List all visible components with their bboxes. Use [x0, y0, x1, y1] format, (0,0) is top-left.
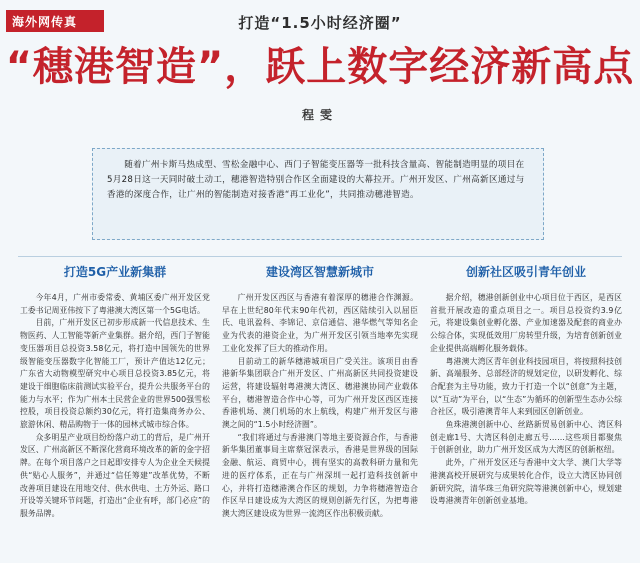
- kicker: 打造“1.5小时经济圈”: [238, 14, 402, 32]
- column-1-heading: 打造5G产业新集群: [63, 265, 167, 279]
- page-title: “穗港智造”，跃上数字经济新高点: [5, 44, 635, 90]
- column-1-paragraph: 今年4月，广州市委常委、黄埔区委广州开发区党工委书记周亚伟按下了粤港澳大湾区第一个5G电话。: [20, 293, 210, 315]
- column-2-body: [222, 292, 418, 560]
- column-3-body: [430, 292, 622, 560]
- column-1-paragraph: 众多明星产业项目纷纷落户动工的背后，是广州开发区、广州高新区不断深化营商环境改革的新的金字招牌。在每个项目落户之日起即安排专人为企业全天候提供“贴心人服务”，并通过“信任筹建”改革优势，不断改善项目建设在用地交付、供水供电、土方外运、路口开设等关键环节问题，打造出“企业有呼，部门必应”的服务品牌。: [20, 432, 210, 518]
- column-2-paragraph: 目前动工的新华穗港城项目广受关注。该项目由香港新华集团联合广州开发区、广州高新区共同投资建设运营，将建设辐射粤港澳大湾区、穗港澳协同产业载体平台，穗港智造合作中心等，可为广州开发区西区连接香港机场、澳门机场的水上航线，构建广州开发区与港澳之间的“1.5小时经济圈”。: [222, 356, 418, 430]
- column-3-paragraph: 据介绍，穗港创新创业中心项目位于西区，是西区首批开展改造的重点项目之一。项目总投资约3.9亿元，将建设集创业孵化器、产业加速器及配套的商业办公综合体，实现低效用厂房转型升级，为培育创新创业企业提供高端孵化服务载体。: [430, 293, 622, 353]
- column-2-paragraph: 广州开发区西区与香港有着深厚的穗港合作渊源。早在上世纪80年代末90年代初，西区陆续引入以屈臣氏、电讯盈科、李锦记、京信通信、港华燃气等知名企业为代表的港资企业，为广州开发区引领当地率先实现工业化发挥了巨大的推动作用。: [222, 293, 418, 353]
- column-2-paragraph: “我们将通过与香港澳门等地主要资源合作，与香港新华集团董事局主席蔡冠深表示，香港是世界级的国际金融、航运、商贸中心，拥有坚实的高教科研力量和先进的医疗体系，正在与广州深圳一起打造科技创新中心，并将打造穗港澳合作区的规划，力争将穗港智造合作区早日建设成为大湾区的规则创新先行区，为把粤港澳大湾区建设成为世界一流湾区作出积极贡献。: [222, 432, 418, 518]
- section-tag: 海外网传真: [6, 10, 104, 32]
- column-1-body: [20, 292, 210, 560]
- byline: 程雯: [301, 108, 338, 122]
- column-3-paragraph: 鱼珠港澳创新中心、丝路新贸易创新中心、湾区科创走廊1号、大湾区科创走廊五号……这些项目都聚焦于创新创业，助力广州开发区成为大湾区的创新枢纽。: [430, 420, 622, 455]
- column-2-heading: 建设湾区智慧新城市: [265, 265, 374, 279]
- column-3-paragraph: 粤港澳大湾区青年创业科技园项目，将按照科技创新、高端服务、总部经济的规划定位，以研发孵化、综合配套为主导功能，致力于打造一个以“创意”为主题，以“互动”为平台，以“生态”为循环的创新型生态办公综合社区，吸引港澳青年人来到园区创新创业。: [430, 356, 622, 417]
- column-1-paragraph: 目前，广州开发区已初步形成新一代信息技术、生物医药、人工智能等新产业集群。据介绍，西门子智能变压器项目总投资3.58亿元，将打造中国领先的世界级智能变压器数字化智能工厂，预计产值达12亿元；广东省大动物模型研究中心项目总投资3.85亿元，将建设于细胞临床前测试实验平台，提升公共服务平台的能力与水平；作为广州本土民营企业的世界500强雪松控股，项目投资总额约30亿元，将打造集商务办公、旅游休闲、精品购物于一体的园林式城市综合体。: [20, 318, 210, 430]
- column-3-heading: 创新社区吸引青年创业: [465, 265, 586, 279]
- masthead: [0, 6, 640, 36]
- column-3-paragraph: 此外，广州开发区还与香港中文大学、澳门大学等港澳高校开展研究与成果转化合作，设立大湾区协同创新研究院，清华珠三角研究院等港澳创新中心，规划建设粤港澳青年创新创业基地。: [430, 458, 622, 506]
- lead-paragraph: 随着广州卡斯马热成型、雪松金融中心、西门子智能变压器等一批科技含量高、智能制造明显的项目在5月28日这一天同时破土动工，穗港智造特别合作区全面建设的大幕拉开。广州开发区、广州高新区通过与香港的深度合作，让广州的智能制造对接香港“再工业化”，共同推动穗港智造。: [92, 148, 544, 240]
- divider: [18, 256, 622, 257]
